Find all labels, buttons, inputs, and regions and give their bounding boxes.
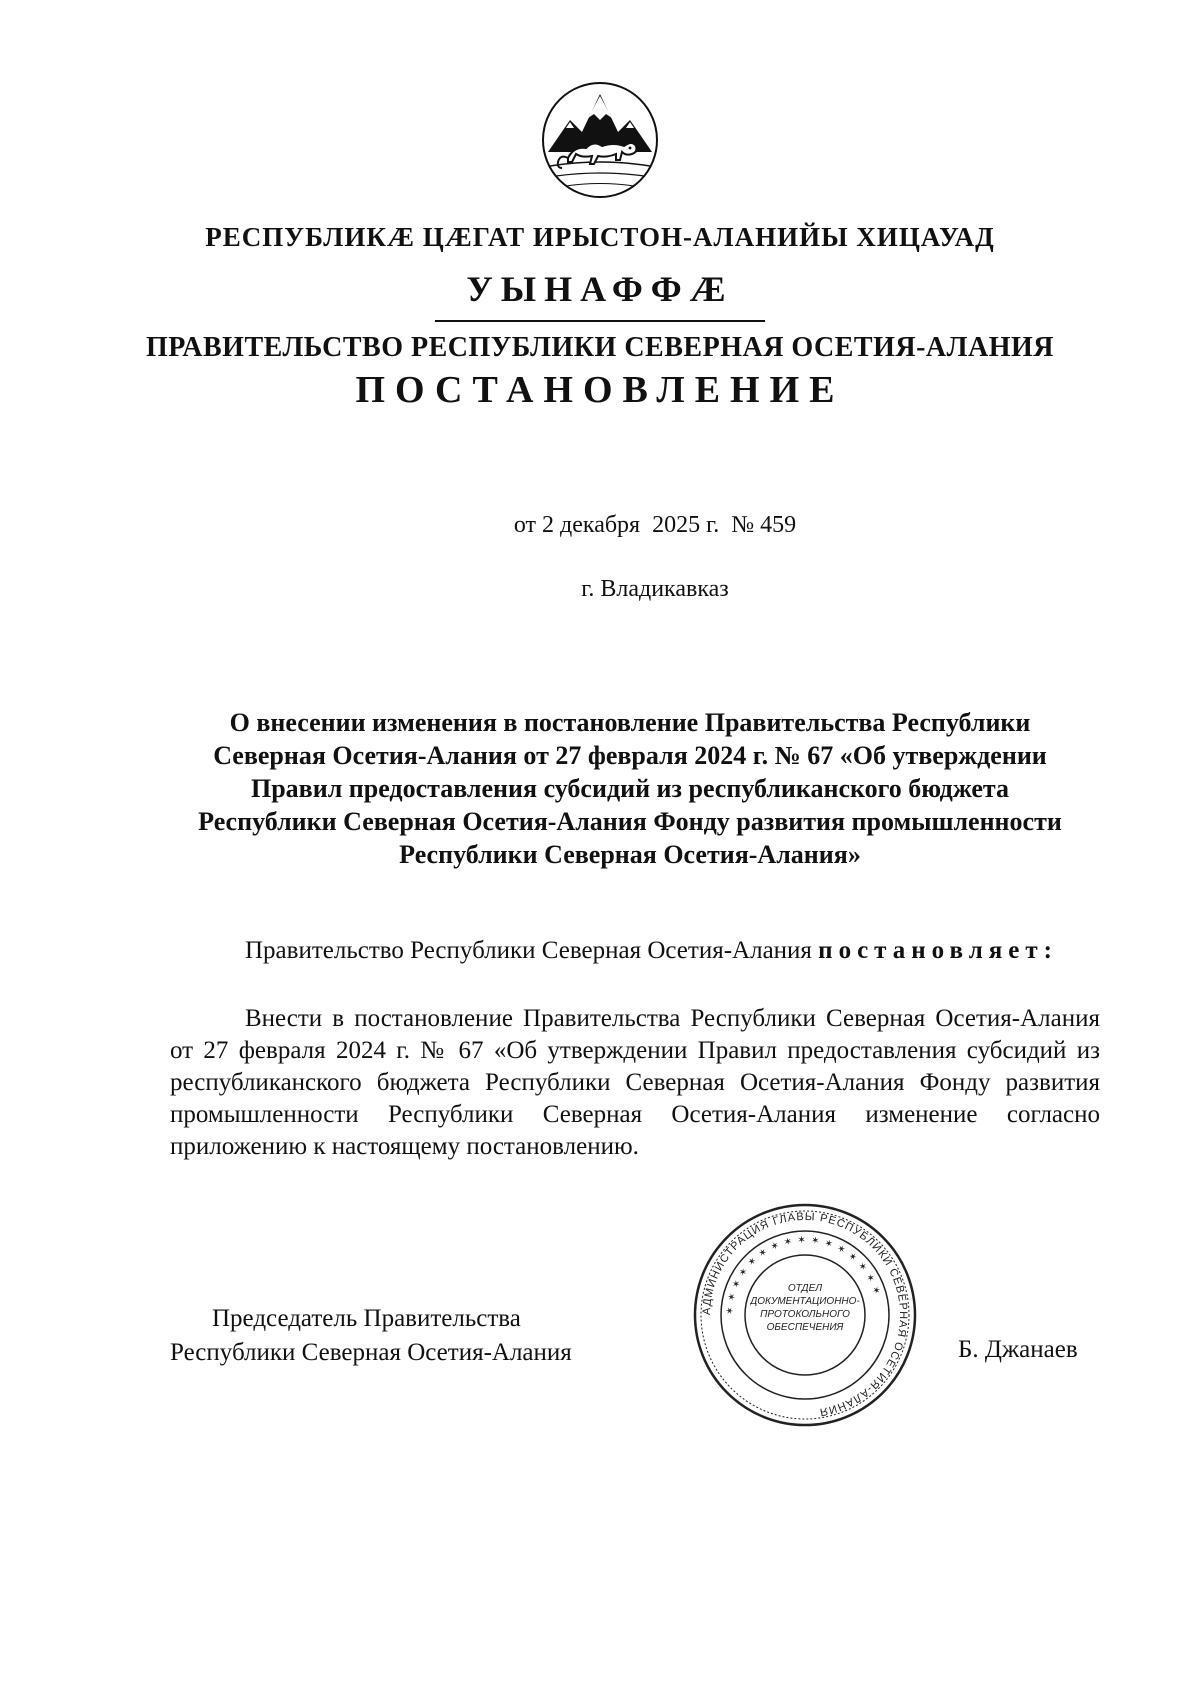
preamble-verb: постановляет: xyxy=(818,937,1058,964)
ossetian-document-type: УЫНАФФÆ xyxy=(466,269,734,309)
resolution-paragraph: Внести в постановление Правительства Республики Северная Осетия-Алания от 27 февраля 2024 г. № 67 «Об утверждении Правил предоставления субсидий из республиканского бюджета Республики Северная Осетия-Алания Фонду развития промышленности Республики Северная Осетия-Алания изменение согласно приложению к настоящему постановлению. xyxy=(170,1005,1100,1160)
ossetian-authority-heading: РЕСПУБЛИКÆ ЦÆГАТ ИРЫСТОН-АЛАНИЙЫ ХИЦАУАД xyxy=(205,222,995,252)
preamble-text: Правительство Республики Северная Осетия-Алания xyxy=(245,937,819,964)
document-city: г. Владикавказ xyxy=(581,576,729,602)
document-subject: О внесении изменения в постановление Правительства Республики Северная Осетия-Алания от 27 февраля 2024 г. № 67 «Об утверждении Правил предоставления субсидий из республиканского бюджета Республики Северная Осетия-Алания Фонду развития промышленности Республики Северная Осетия-Алания» xyxy=(198,708,1069,869)
signatory-position xyxy=(170,1302,572,1370)
signatory-name: Б. Джанаев xyxy=(958,1336,1078,1363)
official-seal-stamp xyxy=(690,1200,920,1430)
document-date-number: от 2 декабря 2025 г. № 459 xyxy=(513,512,797,538)
signatory-position-line2: Республики Северная Осетия-Алания xyxy=(170,1339,572,1366)
russian-document-type: ПОСТАНОВЛЕНИЕ xyxy=(355,369,845,411)
svg-text:✶ ✶ ✶ ✶ ✶ ✶ ✶ ✶ ✶ ✶ ✶ ✶ ✶ ✶ ✶: ✶ ✶ ✶ ✶ ✶ ✶ ✶ ✶ ✶ ✶ ✶ ✶ ✶ ✶ ✶ ✶ xyxy=(724,1234,883,1316)
stamp-outer-text: АДМИНИСТРАЦИЯ ГЛАВЫ РЕСПУБЛИКИ СЕВЕРНАЯ ОСЕТИЯ-АЛАНИЯ xyxy=(700,1210,910,1418)
coat-of-arms-emblem xyxy=(540,80,660,200)
signatory-position-line1: Председатель Правительства xyxy=(212,1305,521,1332)
header-divider xyxy=(435,320,765,322)
preamble xyxy=(170,935,1100,967)
russian-authority-heading: ПРАВИТЕЛЬСТВО РЕСПУБЛИКИ СЕВЕРНАЯ ОСЕТИЯ-АЛАНИЯ xyxy=(145,332,1055,363)
stamp-inner-text: ОТДЕЛ ДОКУМЕНТАЦИОННО-ПРОТОКОЛЬНОГО ОБЕСПЕЧЕНИЯ xyxy=(750,1283,860,1333)
